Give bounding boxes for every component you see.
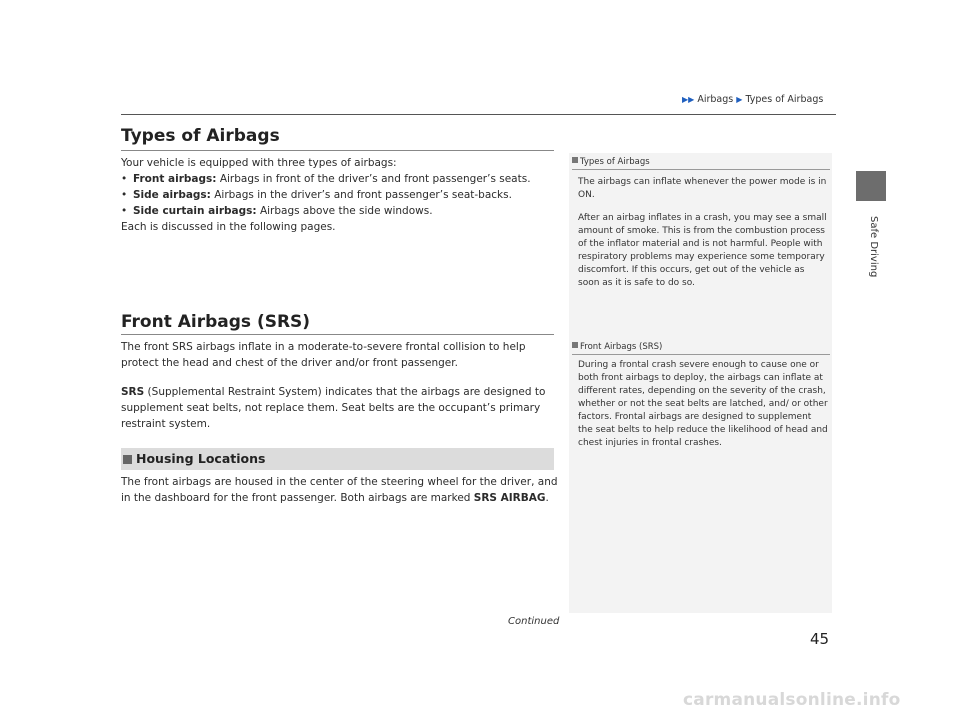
bullet-text: Airbags in front of the driver’s and front passenger’s seats. bbox=[216, 173, 531, 185]
front-para-2 bbox=[121, 384, 561, 432]
types-intro: Your vehicle is equipped with three types of airbags: bbox=[121, 157, 397, 169]
watermark: carmanualsonline.info bbox=[683, 690, 901, 710]
breadcrumb-arrow-icon: ▶▶ bbox=[682, 95, 695, 104]
list-item bbox=[121, 187, 561, 203]
section-divider bbox=[121, 150, 554, 151]
page-number: 45 bbox=[810, 630, 830, 648]
list-item bbox=[121, 171, 561, 187]
note-text: After an airbag inflates in a crash, you may see a small amount of smoke. This is from the combustion process of the inflator material and is not harmful. People with respiratory problems may experience some temporary discomfort. If this occurs, get out of the vehicle as soon as it is safe to do so. bbox=[578, 213, 827, 288]
housing-end: . bbox=[545, 492, 549, 504]
subsection-title: Housing Locations bbox=[136, 451, 266, 466]
bullet-text: Airbags in the driver’s and front passenger’s seat-backs. bbox=[210, 189, 512, 201]
note-divider bbox=[572, 354, 830, 355]
section-title-types: Types of Airbags bbox=[121, 126, 280, 146]
section-divider bbox=[121, 334, 554, 335]
note-title-text: Front Airbags (SRS) bbox=[580, 342, 663, 352]
front-para-1: The front SRS airbags inflate in a moderate-to-severe frontal collision to help protect the head and chest of the driver and/or front passenger. bbox=[121, 341, 526, 369]
types-body bbox=[121, 155, 561, 235]
bullet-text: Airbags above the side windows. bbox=[256, 205, 433, 217]
note-title bbox=[572, 342, 830, 352]
breadcrumb-item-airbags[interactable]: Airbags bbox=[697, 94, 734, 105]
note-text: During a frontal crash severe enough to cause one or both front airbags to deploy, the airbags can inflate at different rates, depending on the severity of the crash, whether or not the seat belts are latched, and/ or other factors. Frontal airbags are designed to supplement the seat belts to help reduce the likelihood of head and chest injuries in frontal crashes. bbox=[578, 360, 828, 448]
srs-term: SRS bbox=[121, 386, 145, 398]
bullet-term: Side curtain airbags: bbox=[133, 205, 257, 217]
continued-label: Continued bbox=[508, 616, 560, 627]
bullet-term: Front airbags: bbox=[133, 173, 217, 185]
note-text: The airbags can inflate whenever the power mode is in ON. bbox=[578, 177, 827, 200]
section-title-front-airbags: Front Airbags (SRS) bbox=[121, 312, 311, 332]
note-front-airbags bbox=[572, 342, 830, 450]
breadcrumb bbox=[682, 94, 823, 105]
srs-definition: (Supplemental Restraint System) indicates that the airbags are designed to supplement seat belts, not replace them. Seat belts are the occupant’s primary restraint system. bbox=[121, 386, 546, 430]
breadcrumb-item-types[interactable]: Types of Airbags bbox=[745, 94, 824, 105]
note-title-text: Types of Airbags bbox=[580, 157, 650, 167]
airbag-types-list bbox=[121, 171, 561, 219]
breadcrumb-arrow-icon: ▶ bbox=[736, 95, 743, 104]
note-marker-icon bbox=[572, 157, 578, 163]
section-square-icon bbox=[123, 455, 132, 464]
note-marker-icon bbox=[572, 342, 578, 348]
note-types-of-airbags bbox=[572, 157, 830, 290]
housing-para bbox=[121, 474, 561, 506]
housing-text: The front airbags are housed in the center of the steering wheel for the driver, and in the dashboard for the front passenger. Both airbags are marked bbox=[121, 476, 558, 504]
note-title bbox=[572, 157, 830, 167]
subsection-header-housing bbox=[121, 448, 554, 470]
types-closing: Each is discussed in the following pages. bbox=[121, 221, 336, 233]
list-item bbox=[121, 203, 561, 219]
note-divider bbox=[572, 169, 830, 170]
chapter-tab-label: Safe Driving bbox=[868, 216, 879, 278]
bullet-term: Side airbags: bbox=[133, 189, 211, 201]
header-divider bbox=[121, 114, 836, 115]
srs-airbag-term: SRS AIRBAG bbox=[473, 492, 546, 504]
chapter-tab-marker bbox=[856, 171, 886, 201]
